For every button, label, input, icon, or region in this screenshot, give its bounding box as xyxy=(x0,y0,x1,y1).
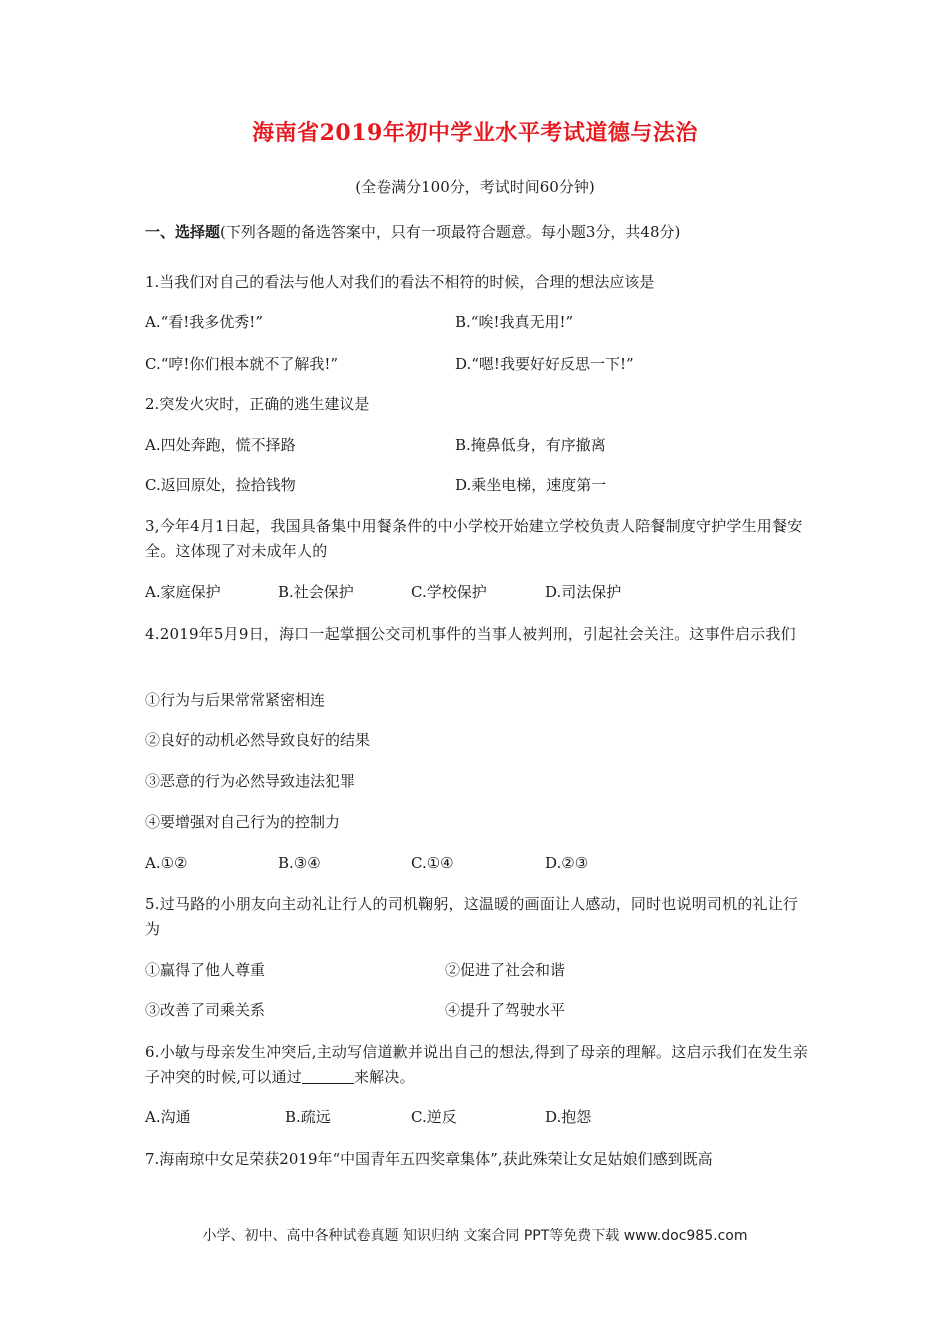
question-5-item-3: ③改善了司乘关系 xyxy=(145,1001,266,1019)
question-3-option-d: D.司法保护 xyxy=(545,583,622,601)
question-1-option-d: D.“嗯!我要好好反思一下!” xyxy=(455,355,634,373)
question-4-item-4: ④要增强对自己行为的控制力 xyxy=(145,813,341,831)
question-5-item-4: ④提升了驾驶水平 xyxy=(445,1001,566,1019)
question-4-option-c: C.①④ xyxy=(411,854,454,872)
section-header xyxy=(145,220,680,245)
question-6-stem xyxy=(145,1040,810,1090)
question-4-item-2: ②良好的动机必然导致良好的结果 xyxy=(145,731,371,749)
question-4-item-3: ③恶意的行为必然导致违法犯罪 xyxy=(145,772,356,790)
question-4-stem: 4.2019年5月9日，海口一起掌掴公交司机事件的当事人被判刑，引起社会关注。这事件启示我们 xyxy=(145,625,796,643)
question-3-stem: 3,今年4月1日起，我国具备集中用餐条件的中小学校开始建立学校负责人陪餐制度守护学生用餐安全。这体现了对未成年人的 xyxy=(145,517,803,560)
question-6-stem-text: 6.小敏与母亲发生冲突后,主动写信道歉并说出自己的想法,得到了母亲的理解。这启示我们在发生亲子冲突的时候,可以通过 xyxy=(145,1043,809,1086)
question-5-item-1: ①赢得了他人尊重 xyxy=(145,961,266,979)
question-6-option-b: B.疏远 xyxy=(285,1108,331,1126)
question-2-option-c: C.返回原处，捡拾钱物 xyxy=(145,476,296,494)
question-4-option-b: B.③④ xyxy=(278,854,321,872)
section-instruction: (下列各题的备选答案中，只有一项最符合题意。每小题3分，共48分) xyxy=(220,223,681,241)
question-4-option-d: D.②③ xyxy=(545,854,589,872)
question-3-option-a: A.家庭保护 xyxy=(145,583,221,601)
question-1-option-c: C.“哼!你们根本就不了解我!” xyxy=(145,355,339,373)
question-3-option-b: B.社会保护 xyxy=(278,583,354,601)
question-6-blank xyxy=(302,1067,354,1084)
question-3-option-c: C.学校保护 xyxy=(411,583,487,601)
question-7-stem: 7.海南琼中女足荣获2019年“中国青年五四奖章集体”,获此殊荣让女足姑娘们感到既高 xyxy=(145,1150,713,1168)
question-2-option-d: D.乘坐电梯，速度第一 xyxy=(455,476,607,494)
question-2-stem: 2.突发火灾时，正确的逃生建议是 xyxy=(145,395,370,413)
question-2-option-b: B.掩鼻低身，有序撤离 xyxy=(455,436,606,454)
question-5-item-2: ②促进了社会和谐 xyxy=(445,961,566,979)
page-title: 海南省2019年初中学业水平考试道德与法治 xyxy=(252,120,698,146)
question-6-option-c: C.逆反 xyxy=(411,1108,457,1126)
question-1-stem: 1.当我们对自己的看法与他人对我们的看法不相符的时候，合理的想法应该是 xyxy=(145,273,655,291)
question-4-option-a: A.①② xyxy=(145,854,188,872)
question-2-option-a: A.四处奔跑，慌不择路 xyxy=(145,436,296,454)
question-4-item-1: ①行为与后果常常紧密相连 xyxy=(145,691,326,709)
section-title: 一、选择题 xyxy=(145,223,221,241)
question-5-stem: 5.过马路的小朋友向主动礼让行人的司机鞠躬，这温暖的画面让人感动，同时也说明司机的礼让行为 xyxy=(145,895,799,938)
question-6-stem-end: 来解决。 xyxy=(353,1068,415,1086)
question-1-option-b: B.“唉!我真无用!” xyxy=(455,313,574,331)
page-footer: 小学、初中、高中各种试卷真题 知识归纳 文案合同 PPT等免费下载 www.doc985.com xyxy=(202,1228,748,1244)
page-subtitle: (全卷满分100分，考试时间60分钟) xyxy=(355,178,595,196)
question-6-option-a: A.沟通 xyxy=(145,1108,191,1126)
question-6-option-d: D.抱怨 xyxy=(545,1108,592,1126)
question-1-option-a: A.“看!我多优秀!” xyxy=(145,313,263,331)
